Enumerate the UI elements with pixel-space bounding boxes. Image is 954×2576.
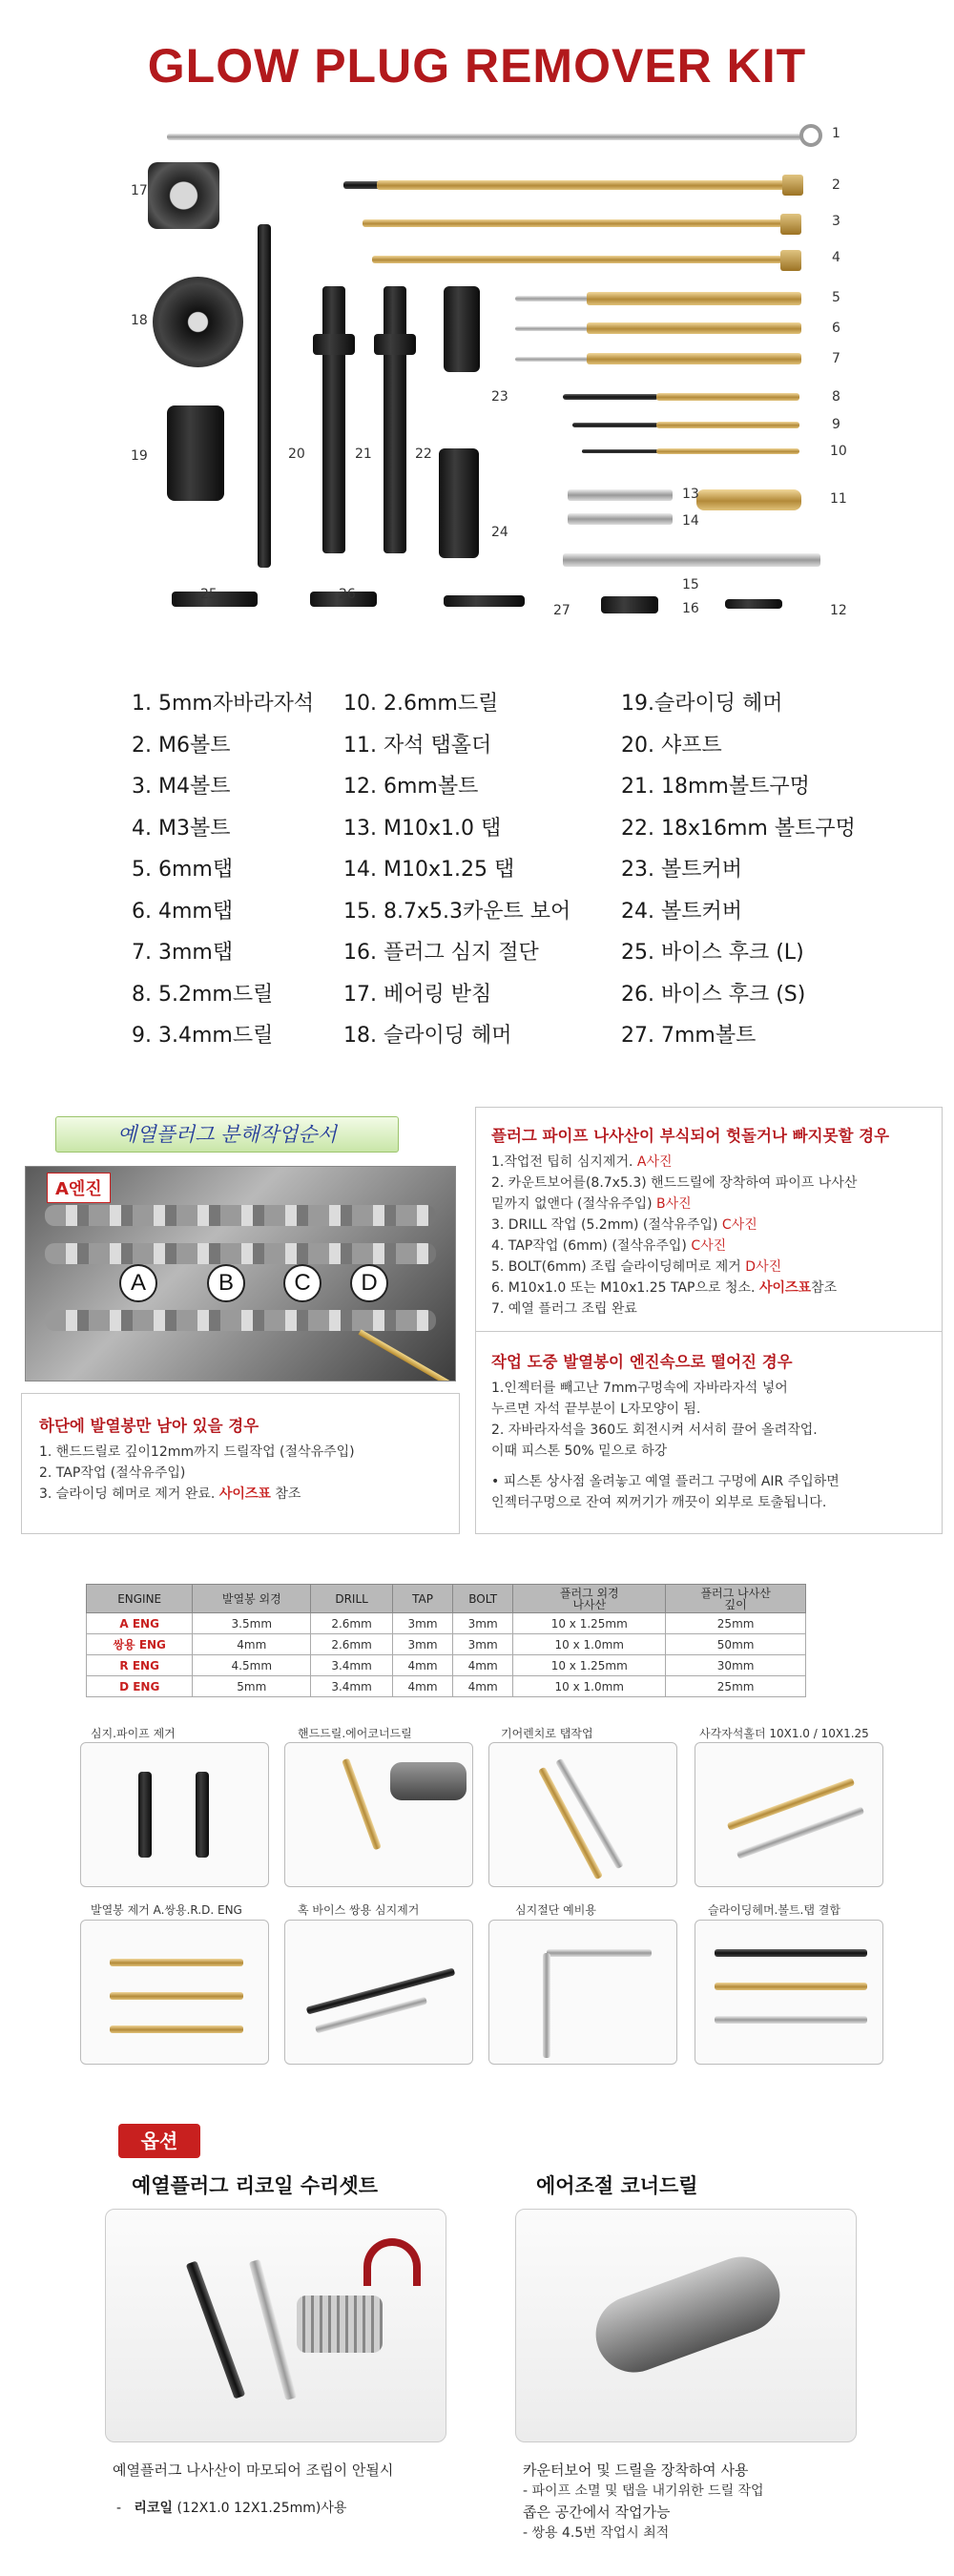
part-item: 14. M10x1.25 탭 [343,858,515,882]
bolt-hole-18mm [322,286,345,553]
camshaft [45,1205,436,1226]
magnet-rod [167,134,801,140]
step-item: 2. 카운트보어를(8.7x5.3) 핸드드릴에 장착하여 파이프 나사산 [491,1175,858,1191]
label-27: 27 [553,603,570,618]
tool-rod [359,1329,452,1381]
tap-4mm-tip [515,326,591,331]
recoil-title: 예열플러그 리코일 수리셋트 [132,2174,379,2197]
engine-photo [25,1166,456,1381]
marker-b: B [207,1264,245,1302]
thumb-heater-remove [80,1920,269,2065]
step-item [491,1462,926,1471]
thumb-caption: 슬라이딩헤머.볼트.탭 결합 [708,1903,840,1917]
thumb-pipe-remove [80,1742,269,1887]
thumb-caption: 심지.파이프 제거 [91,1727,176,1740]
col-header: TAP [392,1585,452,1613]
part-item: 16. 플러그 심지 절단 [343,941,539,965]
label-6: 6 [832,321,840,336]
tap-6mm [587,292,801,305]
label-21: 21 [355,447,372,462]
thumb-plug-cutter [488,1920,677,2065]
label-15: 15 [682,577,699,592]
nut-21 [313,334,355,355]
step-item: 2. TAP작업 (절삭유주입) [39,1465,186,1481]
step-item: 3. 슬라이딩 헤머로 제거 완료. 사이즈표 참조 [39,1486,301,1502]
part-item: 17. 베어링 받침 [343,982,492,1007]
tap-6mm-tip [515,296,591,301]
thumb-sliding-hammer [695,1920,883,2065]
label-16: 16 [682,601,699,616]
m4-bolt [363,219,782,227]
kit-photo [105,105,847,639]
part-item: 1. 5mm자바라자석 [132,692,315,716]
part-item: 15. 8.7x5.3카운트 보어 [343,899,571,924]
step-item: 이때 피스톤 50% 밑으로 하강 [491,1444,668,1459]
label-13: 13 [682,487,699,502]
sliding-hammer-disc [153,277,243,367]
page-title: GLOW PLUG REMOVER KIT [147,39,807,93]
part-item: 22. 18x16mm 볼트구멍 [621,816,856,841]
step-item: 3. DRILL 작업 (5.2mm) (절삭유주입) C사진 [491,1217,757,1233]
col-header: BOLT [453,1585,513,1613]
step-item: 4. TAP작업 (6mm) (절삭유주입) C사진 [491,1238,727,1254]
part-item: 3. M4볼트 [132,775,231,799]
bolt-hole-18x16mm [384,286,406,553]
col-header: 플러그 외경 나사산 [513,1585,666,1613]
thumb-caption: 기어렌치로 탭작업 [501,1727,593,1740]
part-item: 9. 3.4mm드릴 [132,1024,274,1048]
col-header: 발열봉 외경 [193,1585,311,1613]
m3-bolt [372,256,782,263]
thumb-caption: 심지절단 예비용 [515,1903,596,1917]
label-3: 3 [832,214,840,229]
m4-nut [780,214,801,235]
col-header: ENGINE [87,1585,193,1613]
thumb-caption: 사각자석홀더 10X1.0 / 10X1.25 [699,1727,869,1740]
thumb-caption: 발열봉 제거 A.쌍용.R.D. ENG [91,1903,242,1917]
label-4: 4 [832,250,840,265]
thumb-caption: 혹 바이스 쌍용 심지제거 [298,1903,420,1917]
label-19: 19 [131,448,148,464]
bolt-6mm [725,599,782,609]
thumb-gear-wrench [488,1742,677,1887]
table-row: R ENG 4.5mm 3.4mm 4mm 4mm 10 x 1.25mm 30mm [87,1655,806,1676]
box-heater-left [21,1393,460,1534]
coil-inserts [297,2296,383,2353]
part-item: 18. 슬라이딩 헤머 [343,1024,512,1048]
box-title: 작업 도중 발열봉이 엔진속으로 떨어진 경우 [491,1353,793,1371]
marker-a: A [119,1264,157,1302]
label-23: 23 [491,389,508,405]
step-item: 5. BOLT(6mm) 조립 슬라이딩헤머로 제거 D사진 [491,1259,782,1275]
part-item: 2. M6볼트 [132,733,231,758]
step-list [39,1442,442,1505]
drill-3-4mm [572,423,658,427]
part-item: 4. M3볼트 [132,816,231,841]
drill-3-4mm-shank [656,422,799,428]
part-item: 12. 6mm볼트 [343,775,479,799]
options-badge: 옵션 [118,2124,200,2158]
box-title: 하단에 발열봉만 남아 있을 경우 [39,1417,259,1435]
part-item: 6. 4mm탭 [132,899,234,924]
part-item: 11. 자석 탭홀더 [343,733,492,758]
label-24: 24 [491,525,508,540]
step-list [491,1152,926,1319]
tap-m10x1-0 [568,489,673,501]
corner-drill-desc: 카운터보어 및 드릴을 장착하여 사용 - 파이프 소멸 및 탭을 내기위한 드릴 작업 좁은 공간에서 작업가능 - 쌍용 4.5번 작업시 최적 [523,2462,764,2541]
tap-m10x1-25 [568,513,673,525]
part-item: 21. 18mm볼트구멍 [621,775,810,799]
recoil-desc: 예열플러그 나사산이 마모되어 조립이 안될시 [113,2462,394,2479]
label-17: 17 [131,183,148,198]
step-item: 1.작업전 팁히 심지제거. A사진 [491,1154,673,1170]
recoil-usage: - 리코일 (12X1.0 12X1.25mm)사용 [116,2501,347,2516]
part-item: 20. 샤프트 [621,733,722,758]
part-item: 25. 바이스 후크 (L) [621,941,804,965]
step-item: • 피스톤 상사점 올려놓고 예열 플러그 구멍에 AIR 주입하면 [491,1474,840,1489]
box-title: 플러그 파이프 나사산이 부식되어 헛돌거나 빠지못할 경우 [491,1127,890,1145]
step-item: 누르면 자석 끝부분이 L자모양이 됨. [491,1402,701,1417]
part-item: 19.슬라이딩 헤머 [621,692,783,716]
m3-nut [780,250,801,271]
m6-bolt [377,180,787,190]
drill-body [585,2246,790,2383]
label-11: 11 [830,491,847,507]
bolt-cover-23 [444,286,480,372]
label-25: 25 [200,587,218,602]
drill-5-2mm [563,394,658,400]
camshaft [45,1243,436,1264]
recoil-kit-photo [105,2209,446,2442]
label-12: 12 [830,603,847,618]
engine-tag: A엔진 [47,1173,111,1203]
counter-bore [563,553,820,567]
rod-ring [799,124,822,147]
marker-c: C [283,1264,321,1302]
magnet-tap-holder [696,489,801,510]
step-item: 1.인젝터를 빼고난 7mm구멍속에 자바라자석 넣어 [491,1381,788,1396]
label-7: 7 [832,351,840,366]
steps-banner: 예열플러그 분해작업순서 [55,1116,399,1153]
part-item: 5. 6mm탭 [132,858,234,882]
step-item: 2. 자바라자석을 360도 회전시켜 서서히 끌어 올려작업. [491,1423,818,1438]
part-item: 8. 5.2mm드릴 [132,982,274,1007]
label-14: 14 [682,513,699,529]
thumb-magnet-holder [695,1742,883,1887]
tap-3mm-tip [515,357,591,362]
corner-drill-photo [515,2209,857,2442]
size-table [86,1584,806,1697]
step-item: 7. 예열 플러그 조립 완료 [491,1301,637,1317]
box-heater-fell [475,1331,943,1534]
thumb-hand-drill [284,1742,473,1887]
m6-nut [782,175,803,196]
table-row: A ENG 3.5mm 2.6mm 3mm 3mm 10 x 1.25mm 25mm [87,1613,806,1634]
step-item: 인젝터구멍으로 잔여 찌꺼기가 깨끗이 외부로 토출됩니다. [491,1495,827,1510]
table-header-row [87,1585,806,1613]
col-header: 플러그 나사산 깊이 [666,1585,806,1613]
tap-4mm [587,322,801,334]
drill-2-6mm-shank [656,448,799,454]
step-item: 1. 핸드드릴로 깊이12mm까지 드릴작업 (절삭유주입) [39,1444,355,1460]
part-item: 13. M10x1.0 탭 [343,816,502,841]
drill-5-2mm-shank [656,393,799,401]
part-item: 7. 3mm탭 [132,941,234,965]
parts-column-1 [132,687,314,1061]
thumb-vise-hook [284,1920,473,2065]
label-5: 5 [832,290,840,305]
plug-cutter [601,596,658,613]
label-9: 9 [832,417,840,432]
part-item: 26. 바이스 후크 (S) [621,982,806,1007]
label-2: 2 [832,177,840,193]
step-item: 6. M10x1.0 또는 M10x1.25 TAP으로 청소. 사이즈표참조 [491,1280,838,1296]
parts-column-2 [343,687,570,1061]
corner-drill-title: 에어조절 코너드릴 [536,2174,698,2197]
label-8: 8 [832,389,840,405]
label-1: 1 [832,126,840,141]
step-item: 밑까지 없앤다 (절삭유주입) B사진 [491,1196,692,1212]
col-header: DRILL [311,1585,393,1613]
step-list [491,1378,926,1513]
box-pipe-corroded [475,1107,943,1362]
table-row: 쌍용 ENG 4mm 2.6mm 3mm 3mm 10 x 1.0mm 50mm [87,1634,806,1655]
tap-3mm [587,353,801,364]
camshaft [45,1310,436,1331]
label-18: 18 [131,313,148,328]
sliding-hammer [167,405,224,501]
part-item: 27. 7mm볼트 [621,1024,757,1048]
table-row: D ENG 5mm 3.4mm 4mm 4mm 10 x 1.0mm 25mm [87,1676,806,1697]
marker-d: D [350,1264,388,1302]
label-22: 22 [415,447,432,462]
label-10: 10 [830,444,847,459]
insert-tool [363,2238,421,2286]
part-item: 24. 볼트커버 [621,899,742,924]
drill-2-6mm [582,449,658,453]
label-20: 20 [288,447,305,462]
m6-bolt-shaft [343,181,382,189]
bolt-7mm [444,595,525,607]
shaft [258,224,271,568]
label-26: 26 [339,587,356,602]
parts-column-3 [621,687,856,1061]
part-item: 10. 2.6mm드릴 [343,692,499,716]
part-item: 23. 볼트커버 [621,858,742,882]
nut-22 [374,334,416,355]
bearing-support [148,162,219,229]
thumb-caption: 핸드드릴.에어코너드릴 [298,1727,412,1740]
bolt-cover-24 [439,448,479,558]
